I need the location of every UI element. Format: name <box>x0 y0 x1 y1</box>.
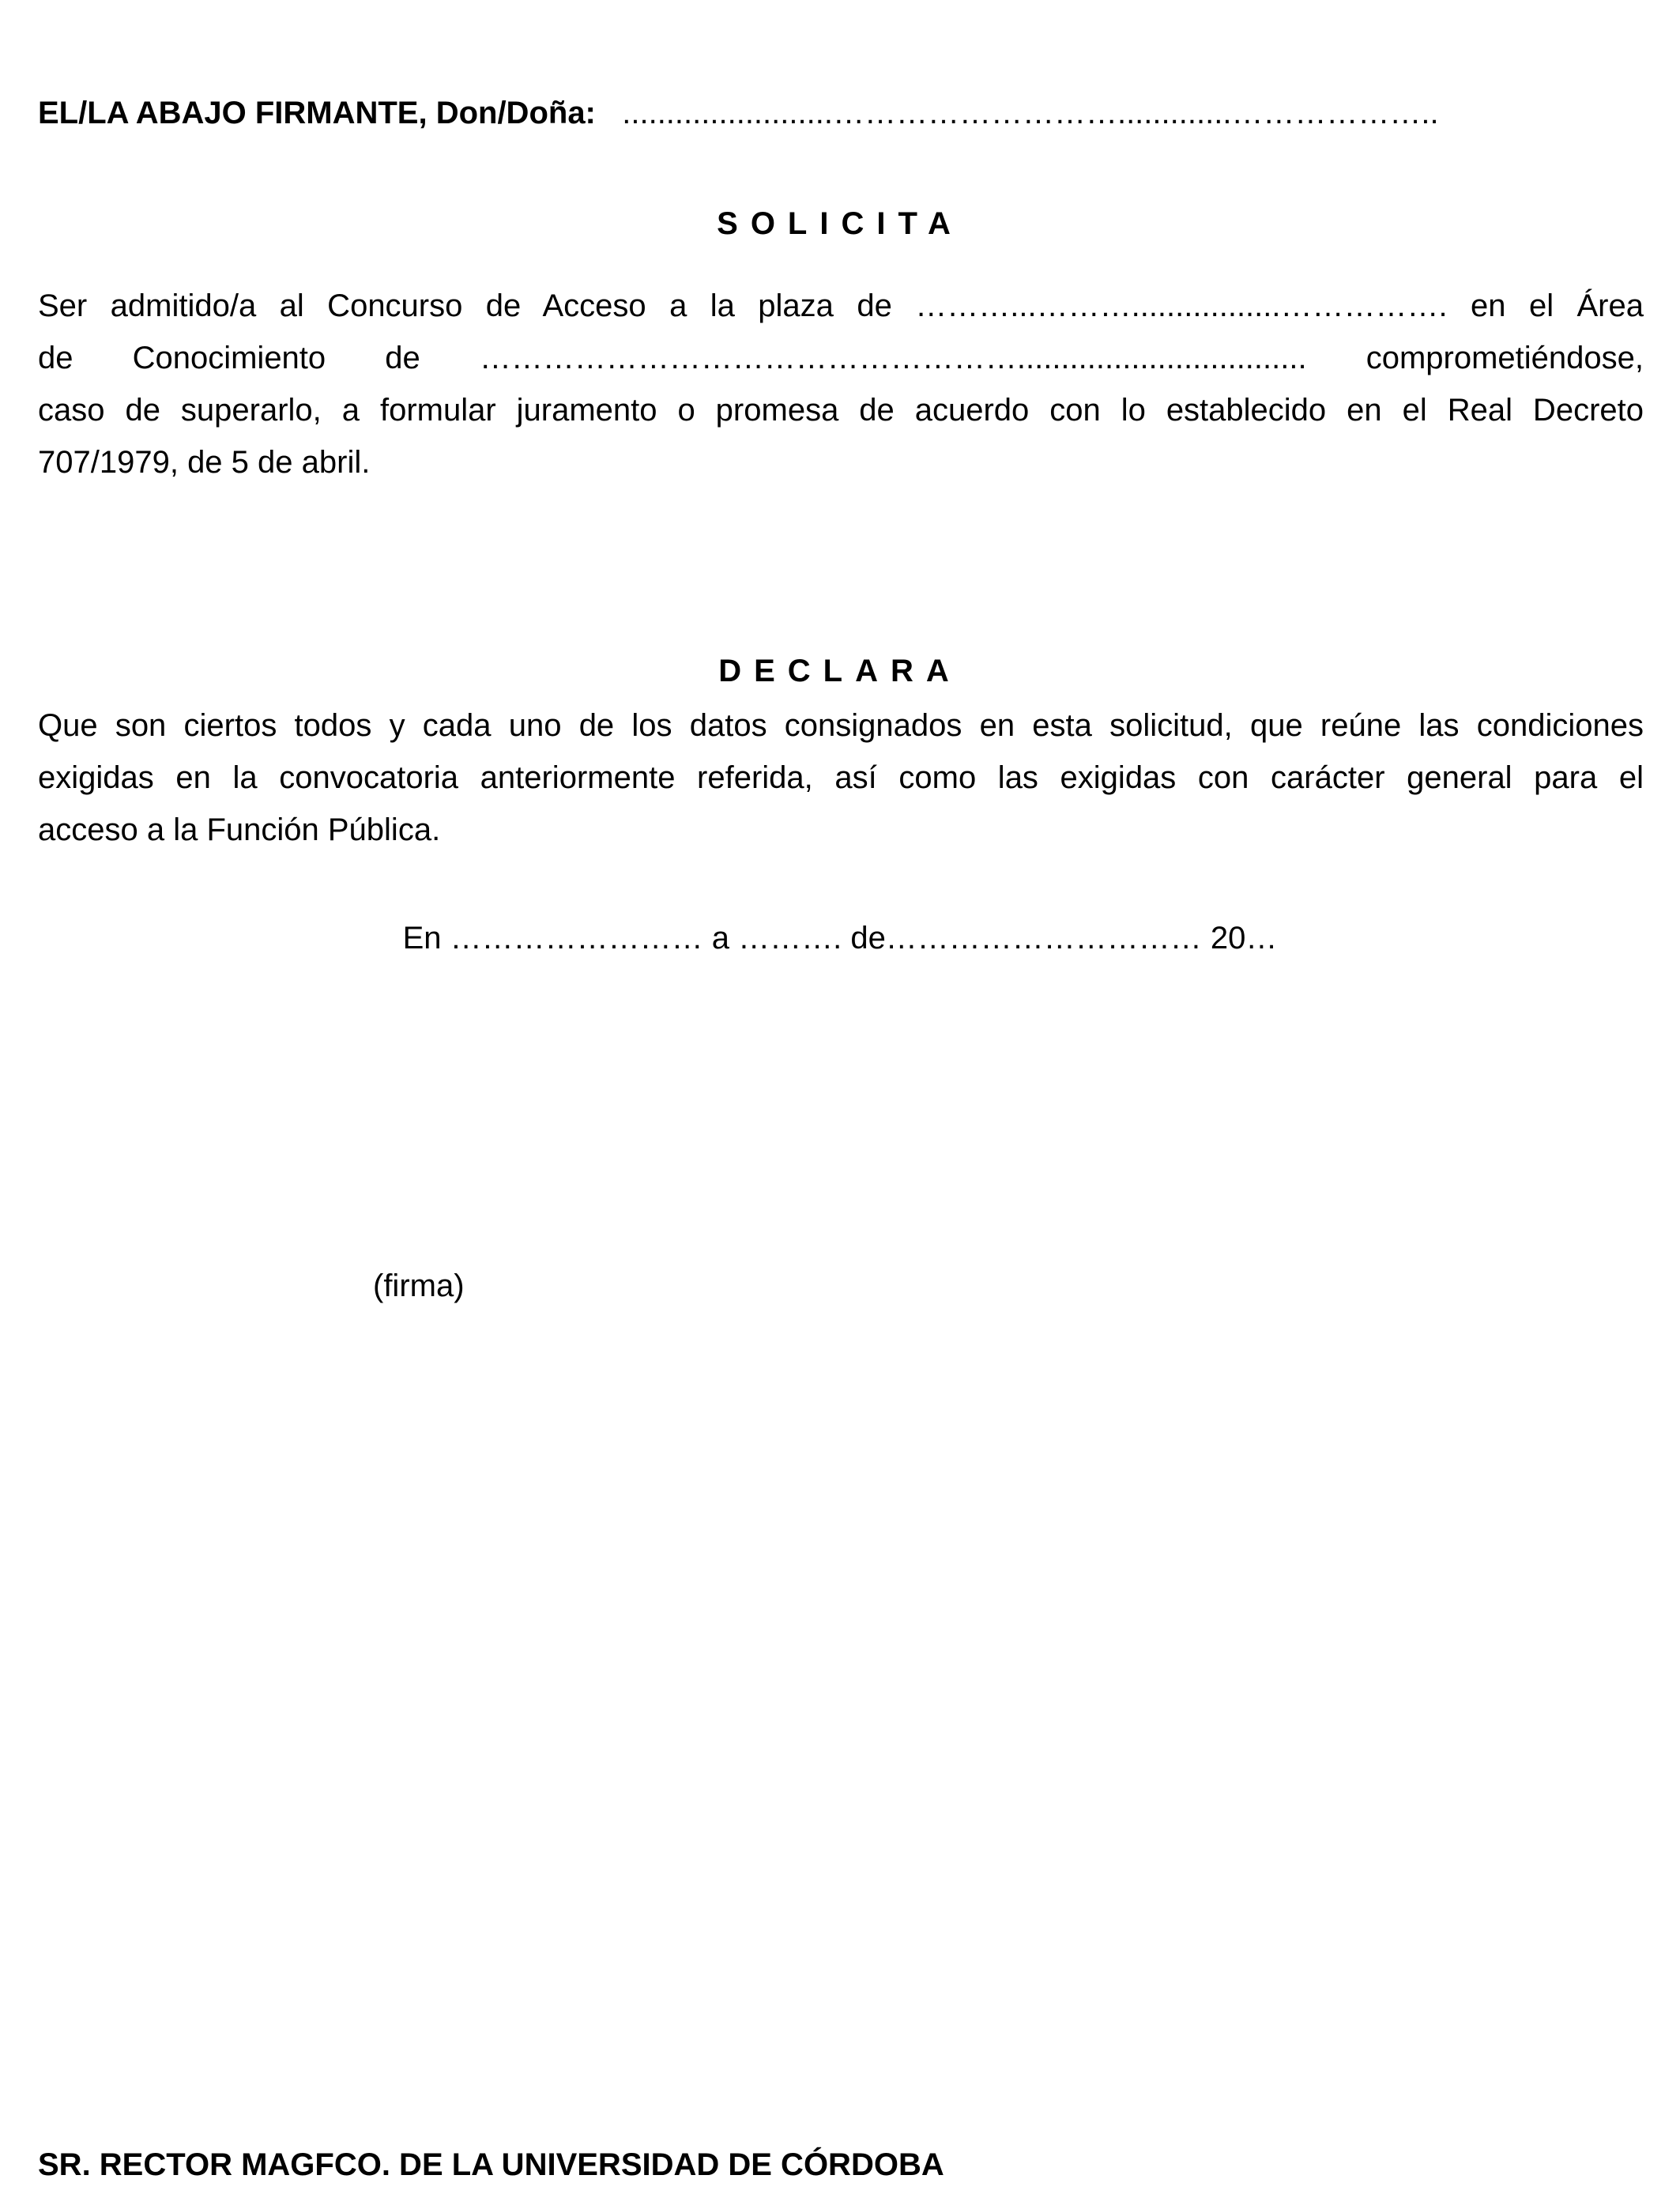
signature-label: (firma) <box>373 1269 465 1303</box>
addressee: SR. RECTOR MAGFCO. DE LA UNIVERSIDAD DE CÓRDOBA <box>38 2147 944 2182</box>
declara-line-3: acceso a la Función Pública. <box>38 812 441 847</box>
solicita-paragraph <box>38 280 1644 488</box>
declara-line-1: Que son ciertos todos y cada uno de los datos consignados en esta solicitud, que reúne las condiciones <box>38 708 1644 743</box>
declara-heading: DECLARA <box>718 654 962 688</box>
solicita-line-1: Ser admitido/a al Concurso de Acceso a la plaza de ………...……….................……………. en el Área <box>38 288 1644 323</box>
declara-line-2: exigidas en la convocatoria anteriormente referida, así como las exigidas con carácter general para el <box>38 760 1644 795</box>
solicita-line-2: de Conocimiento de ……………………………………………................................. comprometiéndose, <box>38 341 1644 375</box>
solicita-heading: SOLICITA <box>717 206 963 241</box>
place-date-line: En …………………… a ………. de………………………… 20… <box>402 921 1278 956</box>
solicita-line-3: caso de superarlo, a formular juramento o promesa de acuerdo con lo establecido en el Real Decreto <box>38 393 1644 428</box>
applicant-line <box>38 87 1439 139</box>
applicant-name-field: ........................……………………….............……………….. <box>622 96 1439 130</box>
declara-paragraph <box>38 699 1644 856</box>
solicita-line-4: 707/1979, de 5 de abril. <box>38 445 371 480</box>
applicant-label: EL/LA ABAJO FIRMANTE, Don/Doña: <box>38 96 596 130</box>
